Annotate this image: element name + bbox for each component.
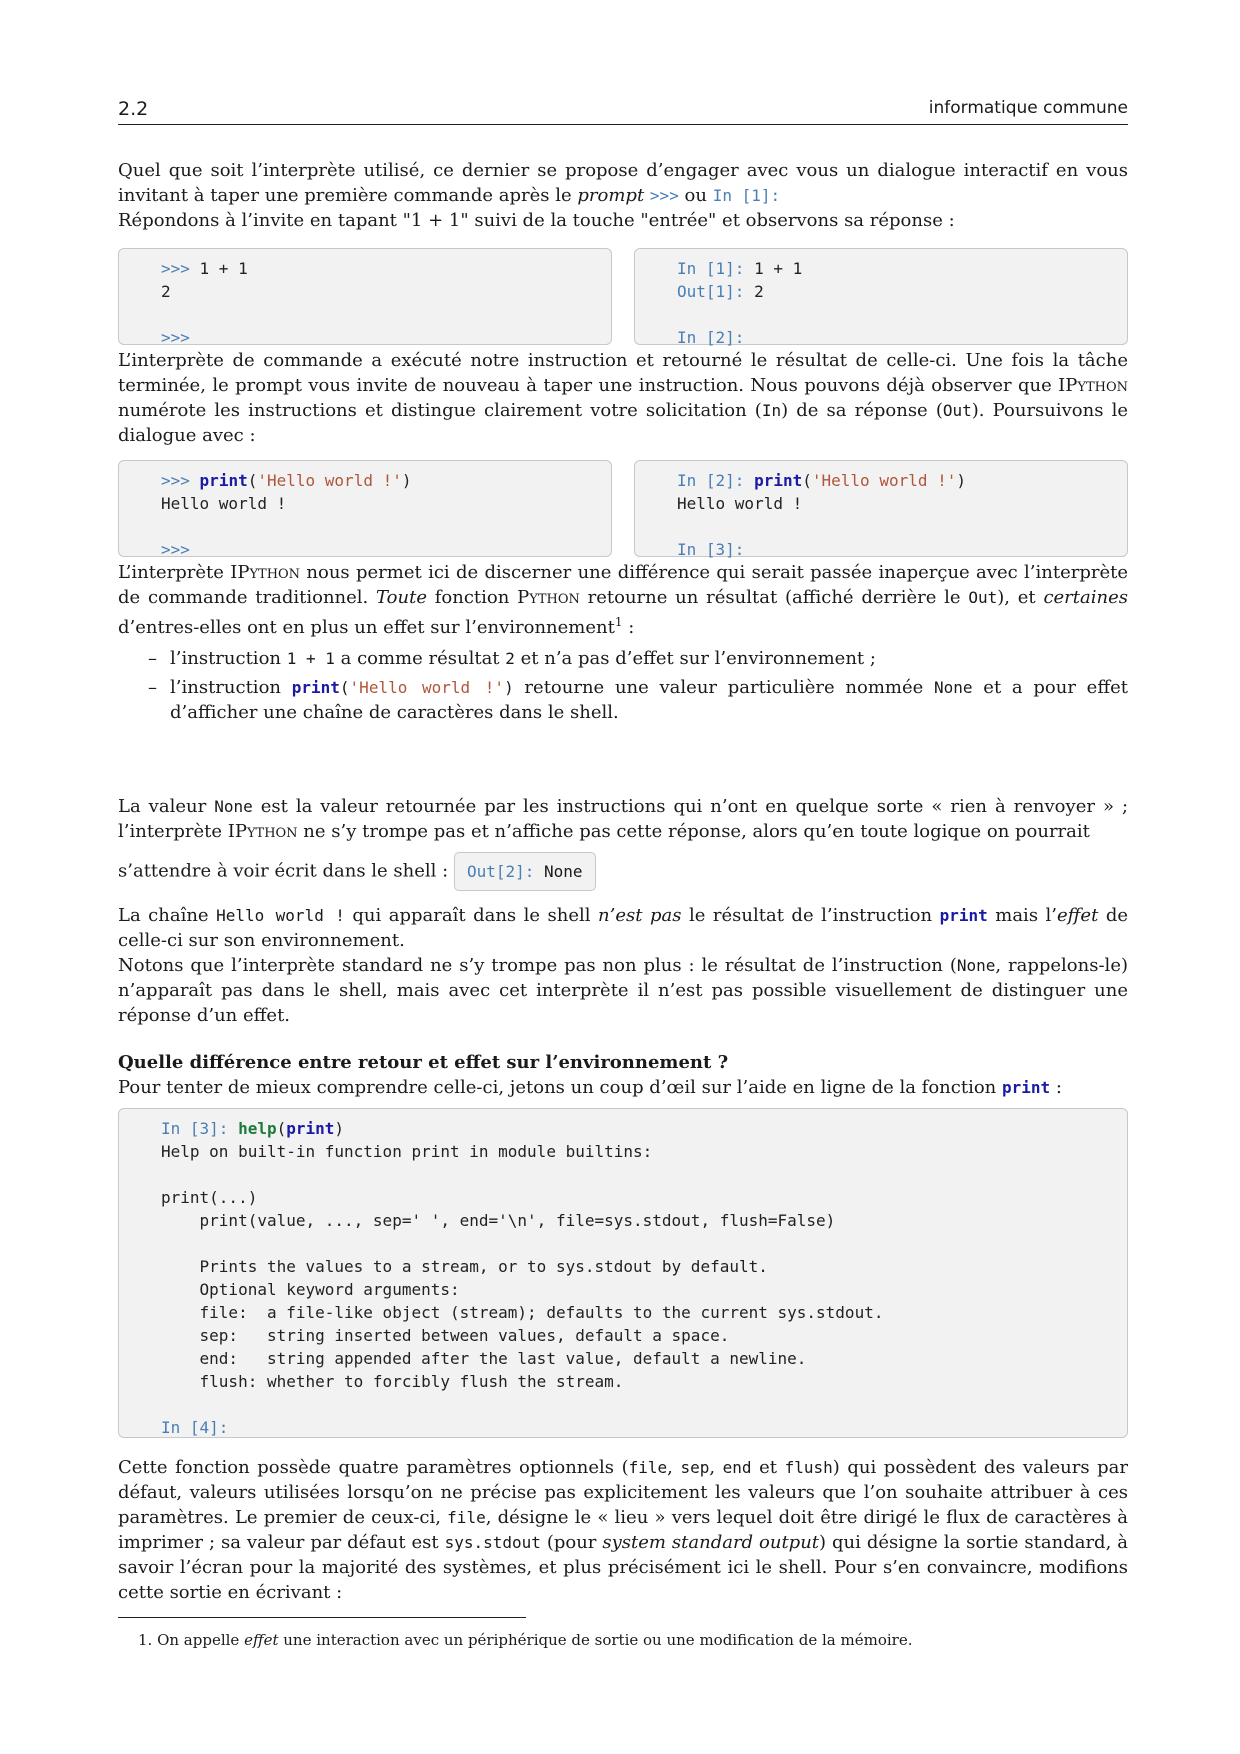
code-box-python-sum: >>> 1 + 1 2 >>> [118,248,612,345]
footnote: 1. On appelle effet une interaction avec un périphérique de sortie ou une modification de la mémoire. [138,1631,913,1649]
footnote-rule [118,1617,526,1618]
running-title: informatique commune [928,98,1128,118]
page-header [118,96,1128,125]
list-item: – l’instruction print('Hello world !') retourne une valeur particulière nommée None et a pour effet d’afficher une chaîne de caractères dans le shell. [118,675,1128,725]
paragraph-5: La chaîne Hello world ! qui apparaît dans le shell n’est pas le résultat de l’instruction print mais l’effet de celle-ci sur son environnement. Notons que l’interprète standard ne s’y trompe pas non plus : le résultat de l’instruction (None, rappelons-le) n’apparaît pas dans le shell, mais avec cet interprète il n’est pas possible visuellement de distinguer une réponse d’un effet. [118,905,1128,1026]
paragraph-6: Cette fonction possède quatre paramètres optionnels (file, sep, end et flush) qui possèdent des valeurs par défaut, valeurs utilisées lorsqu’on ne précise pas explicitement les valeurs que l’on souhaite attribuer à ces paramètres. Le premier de ceux-ci, file, désigne le « lieu » vers lequel doit être dirigé le flux de caractères à imprimer ; sa valeur par défaut est sys.stdout (pour system standard output) qui désigne la sortie standard, à savoir l’écran pour la majorité des systèmes, et plus précisément ici le shell. Pour s’en convaincre, modifions cette sortie en écrivant : [118,1457,1129,1603]
code-box-python-print: >>> print('Hello world !') Hello world ! >>> [118,460,612,557]
list-item: – l’instruction 1 + 1 a comme résultat 2 et n’a pas d’effet sur l’environnement ; [118,646,1128,671]
code-box-ipython-sum: In [1]: 1 + 1 Out[1]: 2 In [2]: [634,248,1128,345]
section-number: 2.2 [118,98,149,120]
code-box-help-print: In [3]: help(print) Help on built-in function print in module builtins: print(...) print(value, ..., sep=' ', end='\n', file=sys.stdout, flush=False) Prints the values to a stream, or to sys.stdout by default. Optional keyword arguments: file: a file-like object (stream); defaults to the current sys.stdout. sep: string inserted between values, default a space. end: string appended after the last value, default a newline. flush: whether to forcibly flush the stream. In [4]: [118,1108,1128,1438]
section-heading: Quelle différence entre retour et effet sur l’environnement ? [118,1052,729,1073]
intro-paragraph: Quel que soit l’interprète utilisé, ce dernier se propose d’engager avec vous un dialogue interactif en vous invitant à taper une première commande après le prompt >>> ou In [1]: Répondons à l’invite en tapant "1 + 1" suivi de la touche "entrée" et observons sa réponse : [118,160,1128,231]
paragraph-4: La valeur None est la valeur retournée par les instructions qui n’ont en quelque sorte « rien à renvoyer » ; l’interprète IPython ne s’y trompe pas et n’affiche pas cette réponse, alors qu’en toute logique on pourrait s’attendre à voir écrit dans le shell : Out[2]: None [118,794,1128,891]
paragraph-3: L’interprète IPython nous permet ici de discerner une différence qui serait passée inaperçue avec l’interprète de commande traditionnel. Toute fonction Python retourne un résultat (affiché derrière le Out), et certaines d’entres-elles ont en plus un effet sur l’environnement$^1$ : – l’instruction 1 + 1 a comme résultat 2 et n’a pas d’effet sur l’environnement ; – l’instruction print('Hello world !') retourne une valeur particulière nommée None et a pour effet d’afficher une chaîne de caractères dans le shell. [118,560,1128,725]
effect-list [118,646,1128,725]
section-heading-block: Quelle différence entre retour et effet sur l’environnement ? Pour tenter de mieux comprendre celle-ci, jetons un coup d’œil sur l’aide en ligne de la fonction print : [118,1050,1128,1100]
code-box-ipython-print: In [2]: print('Hello world !') Hello world ! In [3]: [634,460,1128,557]
inline-code-out: Out[2]: None [454,852,596,891]
paragraph-2: L’interprète de commande a exécuté notre instruction et retourné le résultat de celle-ci. Une fois la tâche terminée, le prompt vous invite de nouveau à taper une instruction. Nous pouvons déjà observer que IPython numérote les instructions et distingue clairement votre solicitation (In) de sa réponse (Out). Poursuivons le dialogue avec : [118,350,1128,446]
